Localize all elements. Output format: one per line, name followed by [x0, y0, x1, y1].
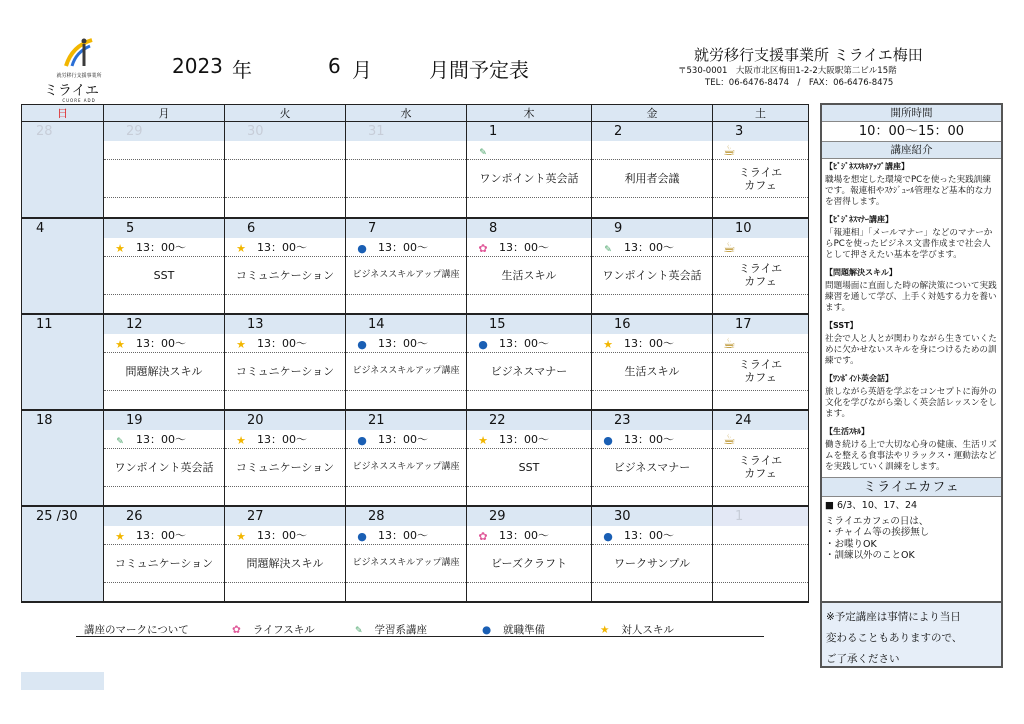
time-line [225, 430, 345, 449]
time-line [346, 141, 466, 160]
course-description: 働き続ける上で大切な心身の健康、生活リズムを整える食事法やリラックス・運動法などを実践していく訓練をします。 [825, 440, 997, 472]
notice-line: ※予定講座は事情により当日 [826, 611, 961, 623]
session-name: コミュニケーション [225, 353, 345, 391]
course-title: 【SST】 [825, 321, 858, 330]
blank-line [467, 391, 591, 409]
legend-item-job [482, 622, 545, 637]
blank-line [592, 487, 712, 505]
day-number: 19 [104, 411, 224, 430]
office-address: 〒530-0001 大阪市北区梅田1-2-2大阪駅第二ビル15階 [678, 66, 897, 76]
star-icon: ★ [236, 529, 246, 543]
day-cell [225, 410, 346, 506]
day-cell [713, 506, 809, 602]
day-number: 21 [346, 411, 466, 430]
logo-subtitle: 就労移行支援事業所 [56, 73, 102, 79]
session-time: 13：00～ [257, 336, 307, 350]
week-row [22, 506, 809, 602]
office-tel: TEL：06-6476-8474 / FAX：06-6476-8475 [705, 78, 894, 88]
session-name [713, 160, 808, 198]
cafe-line: ミライエカフェの日は、 [825, 515, 929, 527]
weekday-wed: 水 [346, 105, 467, 122]
blank-line [592, 583, 712, 601]
time-line [592, 334, 712, 353]
day-number: 2 [592, 122, 712, 141]
day-number: 26 [104, 507, 224, 526]
legend-label: 就職準備 [503, 624, 546, 636]
cup-icon: ☕ [723, 143, 736, 159]
star-icon: ★ [236, 433, 246, 447]
hours-title: 開所時間 [822, 105, 1001, 122]
blank-line [225, 583, 345, 601]
day-number: 8 [467, 219, 591, 238]
session-time: 13：00～ [378, 528, 428, 542]
day-cell [713, 218, 809, 314]
day-number: 9 [592, 219, 712, 238]
course-description: 「報連相」「メールマナー」などのマナーからPCを使ったビジネス文書作成まで社会人として押さえたい基本を学びます。 [825, 228, 993, 260]
day-cell [592, 506, 713, 602]
session-text: ミライエ カフェ [738, 165, 783, 192]
cup-icon: ☕ [723, 431, 736, 448]
session-name [713, 545, 808, 583]
session-time: 13：00～ [378, 240, 428, 254]
blank-line [346, 583, 466, 601]
weekday-header [22, 105, 809, 122]
session-name: ビジネススキルアップ講座 [346, 545, 466, 583]
legend-label: 対人スキル [621, 624, 674, 636]
time-line [104, 334, 224, 353]
notice-box [822, 601, 1001, 666]
legend-label: 学習系講座 [374, 624, 428, 636]
day-cell [104, 122, 225, 218]
day-number: 30 [225, 122, 345, 141]
day-number: 29 [104, 122, 224, 141]
course-title: 【ﾋﾞｼﾞﾈｽｽｷﾙｱｯﾌﾟ講座】 [825, 162, 909, 171]
day-cell [346, 506, 467, 602]
session-name: ワークサンプル [592, 545, 712, 583]
week-row [22, 314, 809, 410]
day-number: 5 [104, 219, 224, 238]
dot-icon: ● [357, 529, 367, 543]
weekday-fri: 金 [592, 105, 713, 122]
day-cell [346, 122, 467, 218]
course-description: 旅しながら英語を学ぶをコンセプトに海外の文化を学びながら楽しく英会話レッスンをします。 [825, 387, 997, 419]
time-line [592, 141, 712, 160]
time-line [104, 141, 224, 160]
day-cell [104, 314, 225, 410]
legend-label: ライフスキル [252, 624, 315, 636]
dot-icon: ● [603, 433, 613, 447]
day-cell [225, 314, 346, 410]
day-number: 11 [22, 315, 103, 334]
blank-line [346, 391, 466, 409]
blank-line [467, 487, 591, 505]
day-number: 28 [346, 507, 466, 526]
flower-icon: ✿ [232, 624, 241, 636]
session-time: 13：00～ [136, 528, 186, 542]
course-title: 【生活ｽｷﾙ】 [825, 427, 869, 436]
logo-mark-icon [62, 36, 96, 70]
time-line [346, 430, 466, 449]
session-name: ビーズクラフト [467, 545, 591, 583]
session-name: SST [467, 449, 591, 487]
week-row [22, 218, 809, 314]
blank-line [713, 487, 808, 505]
day-cell [104, 410, 225, 506]
day-number: 31 [346, 122, 466, 141]
session-name: ビジネススキルアップ講座 [346, 257, 466, 295]
session-time: 13：00～ [136, 336, 186, 350]
notice-line: 変わることもありますので、 [826, 632, 963, 644]
weekday-thu: 木 [467, 105, 592, 122]
day-cell [592, 314, 713, 410]
session-time: 13：00～ [136, 432, 186, 446]
day-cell [713, 122, 809, 218]
weekday-mon: 月 [104, 105, 225, 122]
pencil-icon: ✎ [116, 436, 124, 447]
course-description: 問題場面に直面した時の解決策について実践練習を通して学び、上手く対処する力を養います。 [825, 281, 997, 313]
flower-icon: ✿ [478, 241, 488, 255]
day-number: 24 [713, 411, 808, 430]
notice-line: ご了承ください [826, 653, 900, 665]
session-name: ビジネススキルアップ講座 [346, 353, 466, 391]
title-tsuki: 月 [352, 58, 372, 82]
dot-icon: ● [478, 337, 488, 351]
time-line [225, 238, 345, 257]
day-number: 3 [713, 122, 808, 141]
day-number: 13 [225, 315, 345, 334]
time-line [713, 430, 808, 449]
time-line [713, 526, 808, 545]
course-description: 社会で人と人とが関わりながら生きていくために欠かせないスキルを身につけるための訓練です。 [825, 334, 997, 366]
course-item [822, 265, 1001, 314]
legend-title: 講座のマークについて [84, 624, 189, 636]
course-item [822, 212, 1001, 261]
session-name: ビジネスマナー [592, 449, 712, 487]
session-name [104, 160, 224, 198]
time-line [713, 238, 808, 257]
star-icon: ★ [236, 337, 246, 351]
day-cell [467, 410, 592, 506]
session-name: ビジネススキルアップ講座 [346, 449, 466, 487]
cafe-title: ミライエカフェ [822, 477, 1001, 497]
blank-line [104, 487, 224, 505]
week-row [22, 122, 809, 218]
session-time: 13：00～ [378, 336, 428, 350]
session-name [346, 160, 466, 198]
time-line [592, 238, 712, 257]
day-cell [346, 218, 467, 314]
course-title: 【問題解決スキル】 [825, 268, 897, 277]
cafe-line: ・チャイム等の挨拶無し [825, 527, 930, 538]
blank-line [225, 487, 345, 505]
blank-line [104, 198, 224, 216]
office-name: 就労移行支援事業所 ミライエ梅田 [694, 46, 923, 64]
page-title: 月間予定表 [429, 58, 529, 82]
session-name [225, 160, 345, 198]
blank-line [592, 198, 712, 216]
time-line [346, 526, 466, 545]
day-cell-sunday [22, 218, 104, 314]
session-time: 13：00～ [624, 528, 674, 542]
day-number: 6 [225, 219, 345, 238]
legend-underline [76, 636, 764, 637]
blank-line [225, 198, 345, 216]
course-list [822, 159, 1001, 473]
blank-line [104, 391, 224, 409]
day-number: 23 [592, 411, 712, 430]
weekday-tue: 火 [225, 105, 346, 122]
time-line [713, 141, 808, 160]
day-number: 4 [22, 219, 103, 238]
blank-line [225, 391, 345, 409]
day-number: 29 [467, 507, 591, 526]
day-number: 27 [225, 507, 345, 526]
title-month: 6 [328, 54, 341, 78]
time-line [467, 526, 591, 545]
star-icon: ★ [478, 433, 488, 447]
blank-line [713, 198, 808, 216]
session-time: 13：00～ [499, 528, 549, 542]
session-name: ビジネスマナー [467, 353, 591, 391]
time-line [104, 238, 224, 257]
day-cell [592, 122, 713, 218]
star-icon: ★ [236, 241, 246, 255]
session-text: ミライエ カフェ [738, 358, 783, 384]
blank-line [592, 295, 712, 313]
time-line [225, 526, 345, 545]
blank-line [592, 391, 712, 409]
session-name: 生活スキル [592, 353, 712, 391]
title-nen: 年 [232, 58, 252, 82]
blank-line [713, 583, 808, 601]
calendar-table [21, 104, 809, 603]
blank-line [346, 295, 466, 313]
day-number: 10 [713, 219, 808, 238]
session-name: 利用者会議 [592, 160, 712, 198]
dot-icon: ● [482, 624, 492, 636]
day-number: 1 [713, 507, 808, 526]
time-line [225, 334, 345, 353]
course-title: 【ﾜﾝﾎﾟｲﾝﾄ英会話】 [825, 374, 893, 383]
day-cell [592, 218, 713, 314]
pencil-icon: ✎ [355, 626, 363, 636]
day-cell [104, 506, 225, 602]
courses-title: 講座紹介 [822, 142, 1001, 159]
session-name: コミュニケーション [104, 545, 224, 583]
logo-name: ミライエ [44, 83, 100, 99]
session-text: ミライエ カフェ [738, 454, 783, 480]
session-name: コミュニケーション [225, 257, 345, 295]
footer-color-box [21, 672, 104, 690]
pencil-icon: ✎ [604, 244, 612, 255]
day-number: 18 [22, 411, 103, 430]
day-number: 1 [467, 122, 591, 141]
blank-line [467, 198, 591, 216]
flower-icon: ✿ [478, 529, 488, 543]
legend-item-study [355, 622, 427, 637]
blank-line [467, 295, 591, 313]
info-panel [820, 103, 1003, 668]
blank-line [104, 295, 224, 313]
star-icon: ★ [115, 241, 125, 255]
session-time: 13：00～ [257, 240, 307, 254]
weekday-sat: 土 [713, 105, 809, 122]
session-name [713, 257, 808, 295]
session-name: ワンポイント英会話 [104, 449, 224, 487]
course-description: 職場を想定した環境でPCを使った実践訓練です。報連相やｽｹｼﾞｭｰﾙ管理など基本的な力を習得します。 [825, 175, 992, 207]
day-number: 20 [225, 411, 345, 430]
day-cell [225, 122, 346, 218]
logo [44, 36, 114, 102]
star-icon: ★ [115, 529, 125, 543]
session-time: 13：00～ [378, 432, 428, 446]
session-name: コミュニケーション [225, 449, 345, 487]
cafe-line: ・訓練以外のことOK [825, 550, 915, 561]
day-cell-sunday [22, 122, 104, 218]
course-item [822, 159, 1001, 208]
day-number: 28 [22, 122, 103, 141]
session-time: 13：00～ [499, 336, 549, 350]
session-name: 生活スキル [467, 257, 591, 295]
blank-line [713, 295, 808, 313]
blank-line [104, 583, 224, 601]
time-line [346, 238, 466, 257]
day-number: 17 [713, 315, 808, 334]
day-cell-sunday [22, 410, 104, 506]
dot-icon: ● [603, 529, 613, 543]
time-line [467, 238, 591, 257]
cup-icon: ☕ [723, 335, 736, 352]
day-cell [713, 314, 809, 410]
day-number: 25 /30 [22, 507, 103, 526]
day-number: 7 [346, 219, 466, 238]
session-time: 13：00～ [257, 432, 307, 446]
day-cell [225, 218, 346, 314]
legend-item-social [600, 622, 674, 637]
day-cell [592, 410, 713, 506]
session-name: ワンポイント英会話 [592, 257, 712, 295]
pencil-icon: ✎ [479, 148, 487, 158]
session-time: 13：00～ [624, 432, 674, 446]
time-line [225, 141, 345, 160]
blank-line [467, 583, 591, 601]
day-cell [467, 218, 592, 314]
time-line [467, 141, 591, 160]
star-icon: ★ [603, 337, 613, 351]
day-cell [467, 314, 592, 410]
blank-line [713, 391, 808, 409]
session-time: 13：00～ [624, 336, 674, 350]
time-line [713, 334, 808, 353]
day-cell [467, 506, 592, 602]
star-icon: ★ [115, 337, 125, 351]
time-line [592, 526, 712, 545]
day-cell [346, 410, 467, 506]
session-time: 13：00～ [624, 240, 674, 254]
day-number: 30 [592, 507, 712, 526]
time-line [592, 430, 712, 449]
session-name: 問題解決スキル [104, 353, 224, 391]
cup-icon: ☕ [723, 239, 736, 256]
cafe-info [822, 497, 1001, 565]
day-number: 14 [346, 315, 466, 334]
logo-en: CUORE ADD [62, 98, 96, 103]
hours-value: 10：00～15：00 [822, 122, 1001, 142]
day-cell [467, 122, 592, 218]
cafe-dates: ■ 6/3、10、17、24 [825, 500, 918, 511]
dot-icon: ● [357, 433, 367, 447]
session-time: 13：00～ [257, 528, 307, 542]
session-name: SST [104, 257, 224, 295]
time-line [467, 334, 591, 353]
day-cell [346, 314, 467, 410]
day-cell [225, 506, 346, 602]
dot-icon: ● [357, 337, 367, 351]
day-number: 16 [592, 315, 712, 334]
star-icon: ★ [600, 624, 610, 636]
time-line [104, 430, 224, 449]
weekday-sun: 日 [22, 105, 104, 122]
day-cell-sunday [22, 506, 104, 602]
day-number: 12 [104, 315, 224, 334]
blank-line [346, 198, 466, 216]
session-time: 13：00～ [499, 240, 549, 254]
session-time: 13：00～ [499, 432, 549, 446]
course-item [822, 424, 1001, 473]
cafe-line: ・お喋りOK [825, 538, 877, 550]
legend-item-life [232, 622, 315, 637]
blank-line [346, 487, 466, 505]
title-year: 2023 [172, 54, 223, 78]
day-cell-sunday [22, 314, 104, 410]
day-number: 22 [467, 411, 591, 430]
time-line [104, 526, 224, 545]
blank-line [225, 295, 345, 313]
session-name [713, 449, 808, 487]
day-cell [104, 218, 225, 314]
session-time: 13：00～ [136, 240, 186, 254]
course-title: 【ﾋﾞｼﾞﾈｽﾏﾅｰ講座】 [825, 215, 893, 224]
course-item [822, 371, 1001, 420]
session-name: ワンポイント英会話 [467, 160, 591, 198]
time-line [346, 334, 466, 353]
session-name: 問題解決スキル [225, 545, 345, 583]
dot-icon: ● [357, 241, 367, 255]
time-line [467, 430, 591, 449]
day-cell [713, 410, 809, 506]
week-row [22, 410, 809, 506]
session-name [713, 353, 808, 391]
session-text: ミライエ カフェ [738, 262, 783, 288]
day-number: 15 [467, 315, 591, 334]
course-item [822, 318, 1001, 367]
